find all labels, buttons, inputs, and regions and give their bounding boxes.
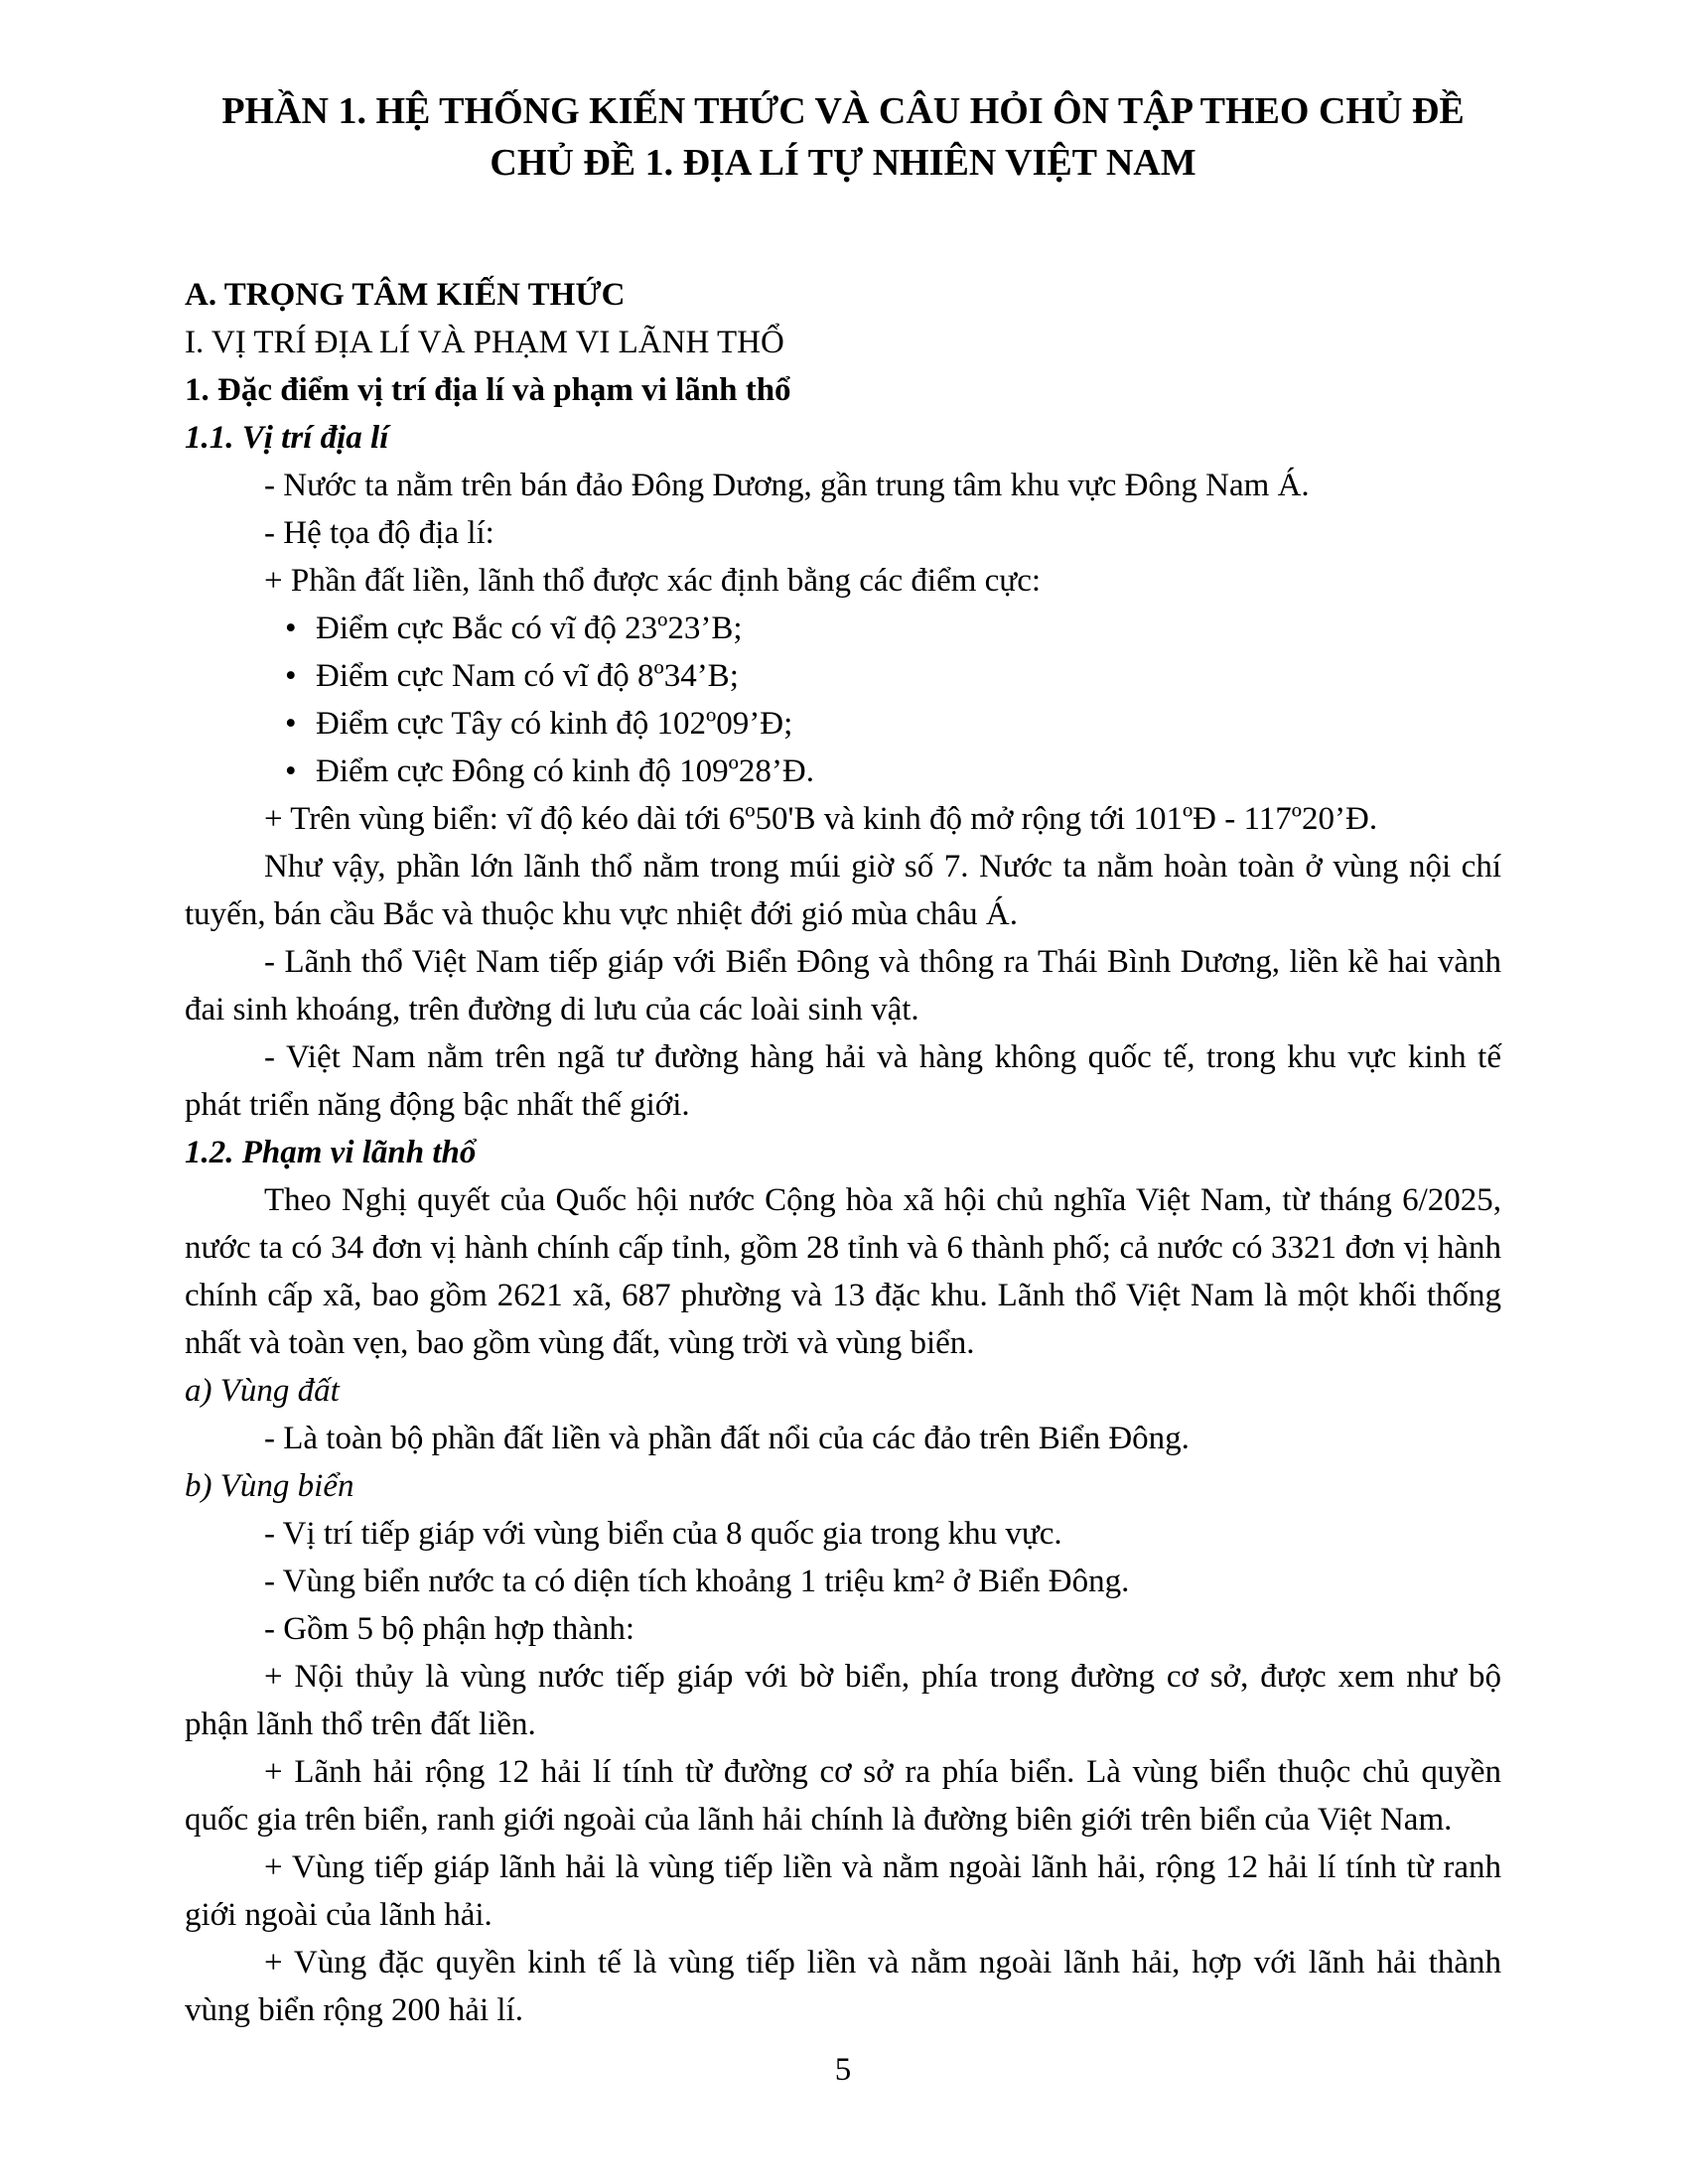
bullet-icon: • xyxy=(285,706,297,742)
sub-item-heading: b) Vùng biển xyxy=(185,1468,354,1504)
paragraph: + Lãnh hải rộng 12 hải lí tính từ đường cơ sở ra phía biển. Là vùng biển thuộc chủ quyền quốc gia trên biển, ranh giới ngoài của lãnh hải chính là đường biên giới trên biển của Việt Nam. xyxy=(185,1754,1501,1838)
section-heading: A. TRỌNG TÂM KIẾN THỨC xyxy=(185,277,626,313)
paragraph: Như vậy, phần lớn lãnh thổ nằm trong múi giờ số 7. Nước ta nằm hoàn toàn ở vùng nội chí tuyến, bán cầu Bắc và thuộc khu vực nhiệt đới gió mùa châu Á. xyxy=(185,849,1501,932)
bullet-icon: • xyxy=(285,658,297,694)
bullet-item xyxy=(185,700,1501,748)
page-number: 5 xyxy=(834,2052,852,2088)
title-line-2: CHỦ ĐỀ 1. ĐỊA LÍ TỰ NHIÊN VIỆT NAM xyxy=(490,142,1196,184)
paragraph: + Nội thủy là vùng nước tiếp giáp với bờ biển, phía trong đường cơ sở, được xem như bộ phận lãnh thổ trên đất liền. xyxy=(185,1659,1501,1742)
bullet-item xyxy=(185,605,1501,652)
bullet-text: Điểm cực Nam có vĩ độ 8º34’B; xyxy=(316,658,739,694)
content-blocks xyxy=(185,271,1501,2034)
paragraph: Theo Nghị quyết của Quốc hội nước Cộng hòa xã hội chủ nghĩa Việt Nam, từ tháng 6/2025, nước ta có 34 đơn vị hành chính cấp tỉnh, gồm 28 tỉnh và 6 thành phố; cả nước có 3321 đơn vị hành chính cấp xã, bao gồm 2621 xã, 687 phường và 13 đặc khu. Lãnh thổ Việt Nam là một khối thống nhất và toàn vẹn, bao gồm vùng đất, vùng trời và vùng biển. xyxy=(185,1182,1501,1361)
subsection-heading: 1.2. Phạm vi lãnh thổ xyxy=(185,1135,477,1170)
bullet-item xyxy=(185,652,1501,700)
bullet-text: Điểm cực Tây có kinh độ 102º09’Đ; xyxy=(316,706,793,742)
paragraph: + Vùng tiếp giáp lãnh hải là vùng tiếp liền và nằm ngoài lãnh hải, rộng 12 hải lí tính từ ranh giới ngoài của lãnh hải. xyxy=(185,1849,1501,1933)
paragraph: - Vùng biển nước ta có diện tích khoảng 1 triệu km² ở Biển Đông. xyxy=(264,1564,1130,1599)
bullet-icon: • xyxy=(285,611,297,646)
bullet-text: Điểm cực Đông có kinh độ 109º28’Đ. xyxy=(316,753,814,789)
paragraph: + Trên vùng biển: vĩ độ kéo dài tới 6º50'B và kinh độ mở rộng tới 101ºĐ - 117º20’Đ. xyxy=(264,801,1378,837)
paragraph: - Nước ta nằm trên bán đảo Đông Dương, gần trung tâm khu vực Đông Nam Á. xyxy=(264,468,1310,503)
subsection-heading: 1.1. Vị trí địa lí xyxy=(185,420,389,456)
bullet-item xyxy=(185,748,1501,795)
paragraph: - Việt Nam nằm trên ngã tư đường hàng hải và hàng không quốc tế, trong khu vực kinh tế phát triển năng động bậc nhất thế giới. xyxy=(185,1039,1501,1123)
document-title xyxy=(185,85,1501,189)
sub-item-heading: a) Vùng đất xyxy=(185,1373,340,1409)
bullet-text: Điểm cực Bắc có vĩ độ 23º23’B; xyxy=(316,611,743,646)
paragraph: + Vùng đặc quyền kinh tế là vùng tiếp liền và nằm ngoài lãnh hải, hợp với lãnh hải thành vùng biển rộng 200 hải lí. xyxy=(185,1945,1501,2028)
section-heading: 1. Đặc điểm vị trí địa lí và phạm vi lãnh thổ xyxy=(185,372,791,408)
section-heading: I. VỊ TRÍ ĐỊA LÍ VÀ PHẠM VI LÃNH THỔ xyxy=(185,325,784,360)
paragraph: - Lãnh thổ Việt Nam tiếp giáp với Biển Đông và thông ra Thái Bình Dương, liền kề hai vành đai sinh khoáng, trên đường di lưu của các loài sinh vật. xyxy=(185,944,1501,1027)
paragraph: + Phần đất liền, lãnh thổ được xác định bằng các điểm cực: xyxy=(264,563,1042,599)
paragraph: - Vị trí tiếp giáp với vùng biển của 8 quốc gia trong khu vực. xyxy=(264,1516,1062,1552)
bullet-icon: • xyxy=(285,753,297,789)
paragraph: - Là toàn bộ phần đất liền và phần đất nổi của các đảo trên Biển Đông. xyxy=(264,1421,1190,1456)
paragraph: - Gồm 5 bộ phận hợp thành: xyxy=(264,1611,635,1647)
paragraph: - Hệ tọa độ địa lí: xyxy=(264,515,494,551)
title-line-1: PHẦN 1. HỆ THỐNG KIẾN THỨC VÀ CÂU HỎI ÔN TẬP THEO CHỦ ĐỀ xyxy=(221,90,1465,132)
